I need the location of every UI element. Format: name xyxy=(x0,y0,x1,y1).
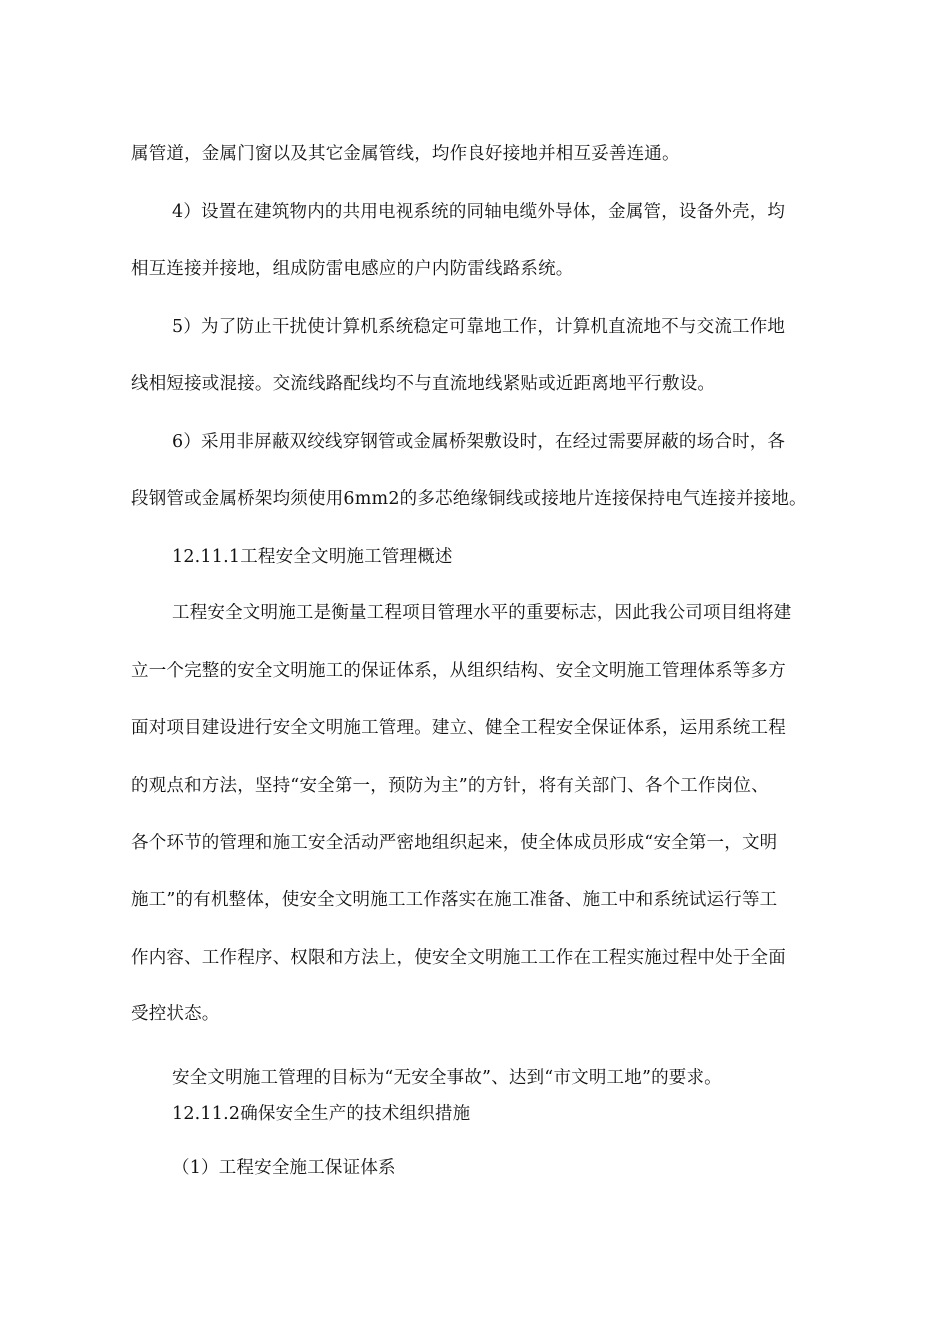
text-line: 作内容、工作程序、权限和方法上，使安全文明施工工作在工程实施过程中处于全面 xyxy=(131,948,786,968)
section-heading: 12.11.1工程安全文明施工管理概述 xyxy=(172,547,453,567)
section-heading: 12.11.2确保安全生产的技术组织措施 xyxy=(172,1104,471,1124)
text-line: 各个环节的管理和施工安全活动严密地组织起来，使全体成员形成“安全第一，文明 xyxy=(131,833,778,853)
text-line: 属管道，金属门窗以及其它金属管线，均作良好接地并相互妥善连通。 xyxy=(131,144,680,164)
text-line: 安全文明施工管理的目标为“无安全事故”、达到“市文明工地”的要求。 xyxy=(172,1068,722,1088)
text-line: 的观点和方法，坚持“安全第一，预防为主”的方针，将有关部门、各个工作岗位、 xyxy=(131,776,769,796)
text-line: 段钢管或金属桥架均须使用6mm2的多芯绝缘铜线或接地片连接保持电气连接并接地。 xyxy=(131,489,807,509)
text-line: 施工”的有机整体，使安全文明施工工作落实在施工准备、施工中和系统试运行等工 xyxy=(131,890,778,910)
text-line: 立一个完整的安全文明施工的保证体系，从组织结构、安全文明施工管理体系等多方 xyxy=(131,661,786,681)
text-line: 相互连接并接地，组成防雷电感应的户内防雷线路系统。 xyxy=(131,259,574,279)
text-line: 6）采用非屏蔽双绞线穿钢管或金属桥架敷设时，在经过需要屏蔽的场合时，各 xyxy=(172,432,786,452)
text-line: 线相短接或混接。交流线路配线均不与直流地线紧贴或近距离地平行敷设。 xyxy=(131,374,716,394)
text-line: 4）设置在建筑物内的共用电视系统的同轴电缆外导体，金属管，设备外壳，均 xyxy=(172,202,786,222)
text-line: 受控状态。 xyxy=(131,1004,220,1024)
text-line: 面对项目建设进行安全文明施工管理。建立、健全工程安全保证体系，运用系统工程 xyxy=(131,718,786,738)
text-line: 5）为了防止干扰使计算机系统稳定可靠地工作，计算机直流地不与交流工作地 xyxy=(172,317,786,337)
subsection-heading: （1）工程安全施工保证体系 xyxy=(172,1158,396,1178)
text-line: 工程安全文明施工是衡量工程项目管理水平的重要标志，因此我公司项目组将建 xyxy=(172,603,792,623)
